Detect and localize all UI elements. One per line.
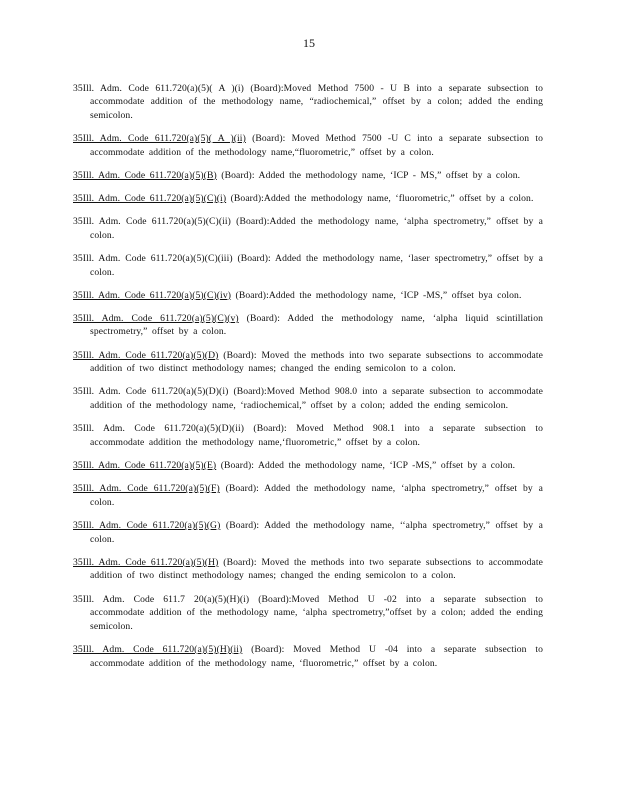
entry-citation: 35Ill. Adm. Code 611.720(a)(5)(B) bbox=[73, 169, 217, 181]
entry-citation: 35Ill. Adm. Code 611.720(a)(5)(C)(v) bbox=[73, 312, 239, 324]
entry-citation: 35Ill. Adm. Code 611.7 20(a)(5)(H)(i) bbox=[73, 593, 250, 605]
amendment-entry bbox=[73, 459, 543, 473]
entry-citation: 35Ill. Adm. Code 611.720(a)(5)(E) bbox=[73, 460, 217, 471]
amendment-entry bbox=[73, 169, 543, 183]
entry-citation: 35Ill. Adm. Code 611.720(a)(5)(H)(ii) bbox=[73, 643, 243, 655]
entry-text: (Board): Added the methodology name, ‘ICP - MS,” offset by a colon. bbox=[216, 169, 521, 181]
entry-text: (Board):Added the methodology name, ‘ICP -MS,” offset bya colon. bbox=[231, 289, 522, 301]
entry-text: (Board):Moved Method 908.0 into a separate subsection to accommodate addition of the methodology name, ‘radiochemical,” offset by a colon; added the ending semicolon. bbox=[90, 386, 544, 412]
entry-citation: 35Ill. Adm. Code 611.720(a)(5)(C)(iv) bbox=[73, 289, 232, 301]
entry-text: (Board): Moved the methods into two separate subsections to accommodate addition of two distinct methodology names; changed the ending semicolon to a colon. bbox=[90, 349, 544, 375]
amendment-entry bbox=[73, 312, 543, 339]
amendment-entry bbox=[73, 132, 543, 159]
amendment-entry bbox=[73, 82, 543, 123]
entry-citation: 35Ill. Adm. Code 611.720(a)(5)(H) bbox=[73, 556, 219, 568]
entry-citation: 35Ill. Adm. Code 611.720(a)(5)(C)(iii) bbox=[73, 252, 233, 264]
entry-text: (Board): Added the methodology name, ‘‘alpha spectrometry,” offset by a colon. bbox=[90, 519, 543, 545]
entry-text: (Board): Added the methodology name, ‘laser spectrometry,” offset by a colon. bbox=[90, 252, 543, 278]
amendment-entry bbox=[73, 482, 543, 509]
entry-text: (Board): Moved Method U -04 into a separate subsection to accommodate addition of the methodology name, ‘fluorometric,” offset by a colon. bbox=[90, 643, 543, 669]
amendment-entry bbox=[73, 519, 543, 546]
entry-text: (Board):Added the methodology name, ‘fluorometric,” offset by a colon. bbox=[226, 192, 534, 204]
entry-citation: 35Ill. Adm. Code 611.720(a)(5)( A )(ii) bbox=[73, 132, 246, 144]
entry-citation: 35Ill. Adm. Code 611.720(a)(5)(D) bbox=[73, 349, 219, 361]
entry-text: (Board): Added the methodology name, ‘ICP -MS,” offset by a colon. bbox=[216, 460, 516, 471]
amendment-entry bbox=[73, 215, 543, 242]
entry-text: (Board): Moved Method 908.1 into a separate subsection to accommodate addition the methodology name,‘fluorometric,” offset by a colon. bbox=[90, 423, 543, 448]
entry-citation: 35Ill. Adm. Code 611.720(a)(5)(C)(ii) bbox=[73, 216, 231, 228]
entry-citation: 35Ill. Adm. Code 611.720(a)(5)(G) bbox=[73, 519, 221, 531]
amendment-entry bbox=[73, 192, 543, 206]
amendment-entry bbox=[73, 289, 543, 303]
entry-text: (Board): Moved the methods into two separate subsections to accommodate addition of two distinct methodology names; changed the ending semicolon to a colon. bbox=[90, 556, 544, 582]
page-number: 15 bbox=[303, 36, 315, 50]
entry-text: (Board):Moved Method 7500 - U B into a separate subsection to accommodate addition of the methodology name, “radiochemical,” offset by a colon; added the ending semicolon. bbox=[90, 82, 543, 121]
entry-citation: 35Ill. Adm. Code 611.720(a)(5)(D)(ii) bbox=[73, 423, 245, 435]
amendment-entry bbox=[73, 593, 543, 634]
amendment-entry bbox=[73, 643, 543, 670]
amendment-entry bbox=[73, 385, 543, 412]
entry-text: (Board): Added the methodology name, ‘alpha spectrometry,” offset by a colon. bbox=[90, 483, 543, 508]
entry-citation: 35Ill. Adm. Code 611.720(a)(5)( A )(i) bbox=[73, 82, 244, 94]
entry-citation: 35Ill. Adm. Code 611.720(a)(5)(D)(i) bbox=[73, 386, 229, 398]
entry-text: (Board): Moved Method 7500 -U C into a separate subsection to accommodate addition of the methodology name,“fluorometric,” offset by a colon. bbox=[90, 132, 543, 158]
entry-text: (Board): Added the methodology name, ‘alpha liquid scintillation spectrometry,” offset by a colon. bbox=[90, 312, 543, 338]
amendment-list bbox=[73, 72, 543, 676]
entry-text: (Board):Moved Method U -02 into a separate subsection to accommodate addition of the methodology name, ‘alpha spectrometry,”offset by a colon; added the ending semicolon. bbox=[90, 593, 543, 632]
amendment-entry bbox=[73, 556, 543, 583]
entry-citation: 35Ill. Adm. Code 611.720(a)(5)(F) bbox=[73, 483, 220, 495]
entry-citation: 35Ill. Adm. Code 611.720(a)(5)(C)(i) bbox=[73, 192, 227, 204]
amendment-entry bbox=[73, 252, 543, 279]
amendment-entry bbox=[73, 422, 543, 449]
amendment-entry bbox=[73, 349, 543, 376]
entry-text: (Board):Added the methodology name, ‘alpha spectrometry,” offset by a colon. bbox=[90, 216, 543, 241]
